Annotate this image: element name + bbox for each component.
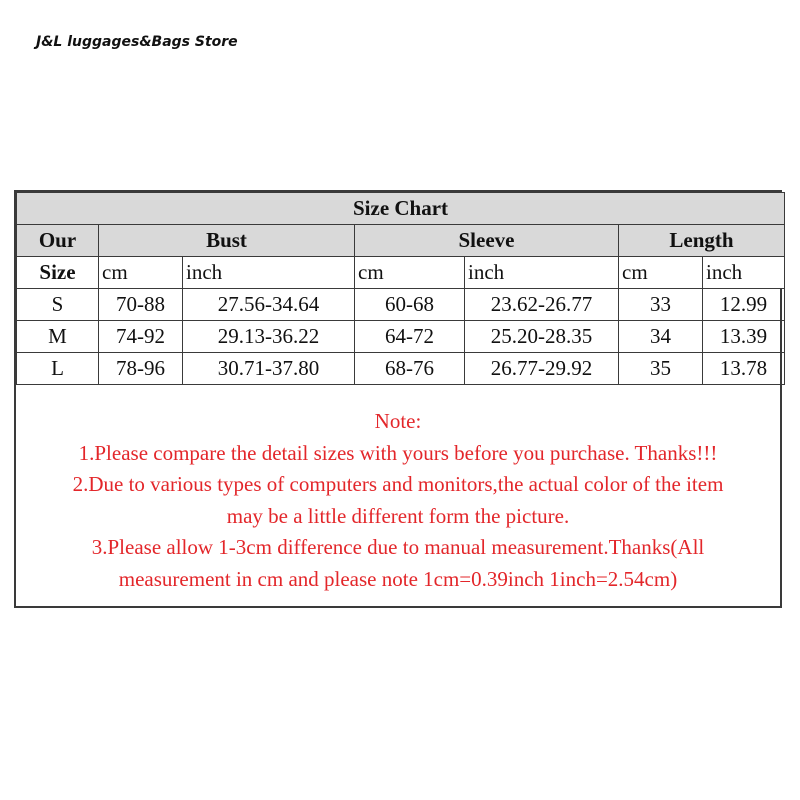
length-cm-cell: 34: [619, 321, 703, 353]
table-row: [17, 353, 785, 385]
unit-bust-inch: inch: [183, 257, 355, 289]
length-cm-cell: 33: [619, 289, 703, 321]
table-row: [17, 289, 785, 321]
length-inch-cell: 12.99: [703, 289, 785, 321]
sleeve-cm-cell: 60-68: [355, 289, 465, 321]
bust-inch-cell: 29.13-36.22: [183, 321, 355, 353]
unit-length-inch: inch: [703, 257, 785, 289]
sleeve-inch-cell: 25.20-28.35: [465, 321, 619, 353]
unit-bust-cm: cm: [99, 257, 183, 289]
note-line: 3.Please allow 1-3cm difference due to manual measurement.Thanks(All: [91, 535, 705, 559]
size-header-top: Our: [17, 225, 99, 257]
size-header-bottom: Size: [17, 257, 99, 289]
group-header-sleeve: Sleeve: [355, 225, 619, 257]
length-inch-cell: 13.78: [703, 353, 785, 385]
unit-length-cm: cm: [619, 257, 703, 289]
bust-cm-cell: 78-96: [99, 353, 183, 385]
sleeve-inch-cell: 23.62-26.77: [465, 289, 619, 321]
length-inch-cell: 13.39: [703, 321, 785, 353]
note-heading: Note:: [374, 409, 422, 433]
chart-title: Size Chart: [17, 193, 785, 225]
group-header-row: [17, 225, 785, 257]
title-row: [17, 193, 785, 225]
bust-cm-cell: 70-88: [99, 289, 183, 321]
store-name: J&L luggages&Bags Store: [36, 34, 238, 50]
note-line: measurement in cm and please note 1cm=0.39inch 1inch=2.54cm): [118, 566, 678, 591]
length-cm-cell: 35: [619, 353, 703, 385]
sleeve-inch-cell: 26.77-29.92: [465, 353, 619, 385]
size-cell: S: [17, 289, 99, 321]
bust-inch-cell: 27.56-34.64: [183, 289, 355, 321]
table-row: [17, 321, 785, 353]
bust-inch-cell: 30.71-37.80: [183, 353, 355, 385]
size-cell: L: [17, 353, 99, 385]
unit-sleeve-inch: inch: [465, 257, 619, 289]
bust-cm-cell: 74-92: [99, 321, 183, 353]
group-header-length: Length: [619, 225, 785, 257]
group-header-bust: Bust: [99, 225, 355, 257]
note-line: 1.Please compare the detail sizes with yours before you purchase. Thanks!!!: [78, 440, 718, 465]
note-line: may be a little different form the picture.: [226, 503, 570, 528]
notes-section: [16, 385, 780, 595]
note-line: 2.Due to various types of computers and monitors,the actual color of the item: [72, 472, 724, 496]
size-table: [16, 192, 785, 385]
size-chart: [14, 190, 782, 608]
sleeve-cm-cell: 64-72: [355, 321, 465, 353]
sleeve-cm-cell: 68-76: [355, 353, 465, 385]
size-cell: M: [17, 321, 99, 353]
unit-sleeve-cm: cm: [355, 257, 465, 289]
unit-header-row: [17, 257, 785, 289]
